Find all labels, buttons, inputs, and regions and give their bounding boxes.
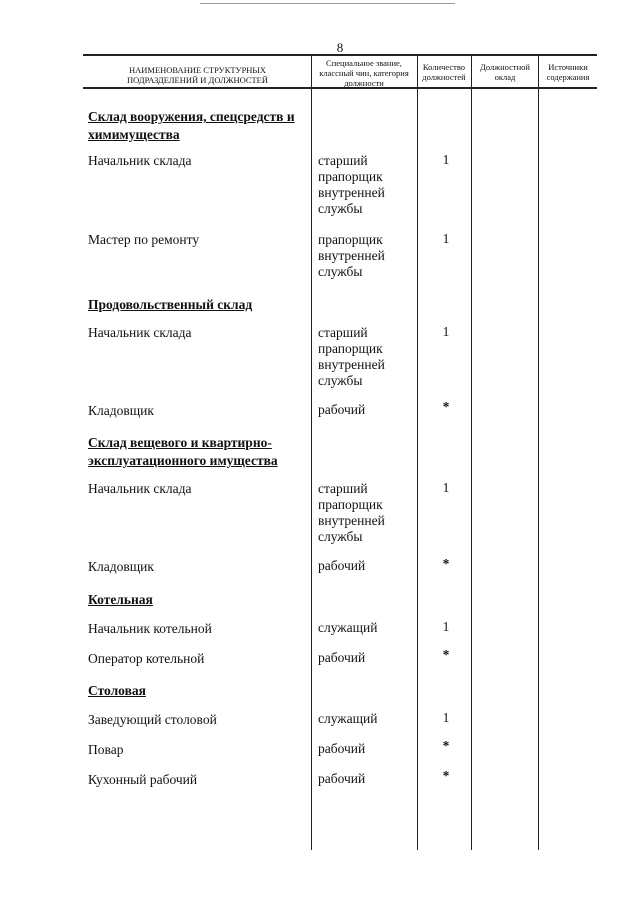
position-rank: рабочий <box>318 771 366 786</box>
position-quantity: 1 <box>442 324 450 339</box>
position-rank: старший прапорщик внутренней службы <box>318 153 385 216</box>
page-number: 8 <box>336 40 344 55</box>
section-title: Столовая <box>88 683 146 698</box>
position-name: Кладовщик <box>88 403 154 418</box>
position-rank: служащий <box>318 620 378 635</box>
position-rank: прапорщик внутренней службы <box>318 232 385 279</box>
position-rank: рабочий <box>318 741 366 756</box>
position-name: Начальник склада <box>88 481 192 496</box>
position-name: Оператор котельной <box>88 651 205 666</box>
header-name: НАИМЕНОВАНИЕ СТРУКТУРНЫХ ПОДРАЗДЕЛЕНИЙ И ДОЛЖНОСТЕЙ <box>126 65 269 85</box>
column-divider <box>538 55 539 850</box>
section-title: Котельная <box>88 592 153 607</box>
position-quantity: * <box>442 738 450 753</box>
section-title: Склад вооружения, спецсредств и химимущества <box>88 109 295 142</box>
position-rank: рабочий <box>318 402 366 417</box>
header-rank: Специальное звание, классный чин, категория должности <box>319 58 409 88</box>
header-sources: Источники содержания <box>546 62 590 82</box>
position-name: Мастер по ремонту <box>88 232 200 247</box>
position-quantity: * <box>442 556 450 571</box>
table-header-top-border <box>83 54 597 56</box>
position-quantity: * <box>442 399 450 414</box>
position-rank: старший прапорщик внутренней службы <box>318 325 385 388</box>
position-name: Кладовщик <box>88 559 154 574</box>
position-rank: рабочий <box>318 558 366 573</box>
column-divider <box>311 55 312 850</box>
position-name: Начальник склада <box>88 153 192 168</box>
top-rule <box>200 3 455 4</box>
section-title: Склад вещевого и квартирно-эксплуатационного имущества <box>88 435 278 468</box>
position-quantity: 1 <box>442 231 450 246</box>
section-title: Продовольственный склад <box>88 297 253 312</box>
position-name: Заведующий столовой <box>88 712 217 727</box>
position-quantity: 1 <box>442 619 450 634</box>
position-quantity: 1 <box>442 480 450 495</box>
position-name: Кухонный рабочий <box>88 772 198 787</box>
position-name: Повар <box>88 742 124 757</box>
column-divider <box>417 55 418 850</box>
column-divider <box>471 55 472 850</box>
position-rank: рабочий <box>318 650 366 665</box>
position-name: Начальник склада <box>88 325 192 340</box>
position-rank: служащий <box>318 711 378 726</box>
position-quantity: * <box>442 647 450 662</box>
position-quantity: 1 <box>442 152 450 167</box>
position-quantity: 1 <box>442 710 450 725</box>
position-rank: старший прапорщик внутренней службы <box>318 481 385 544</box>
header-salary: Должностной оклад <box>480 62 530 82</box>
header-quantity: Количество должностей <box>422 62 466 82</box>
position-quantity: * <box>442 768 450 783</box>
position-name: Начальник котельной <box>88 621 212 636</box>
